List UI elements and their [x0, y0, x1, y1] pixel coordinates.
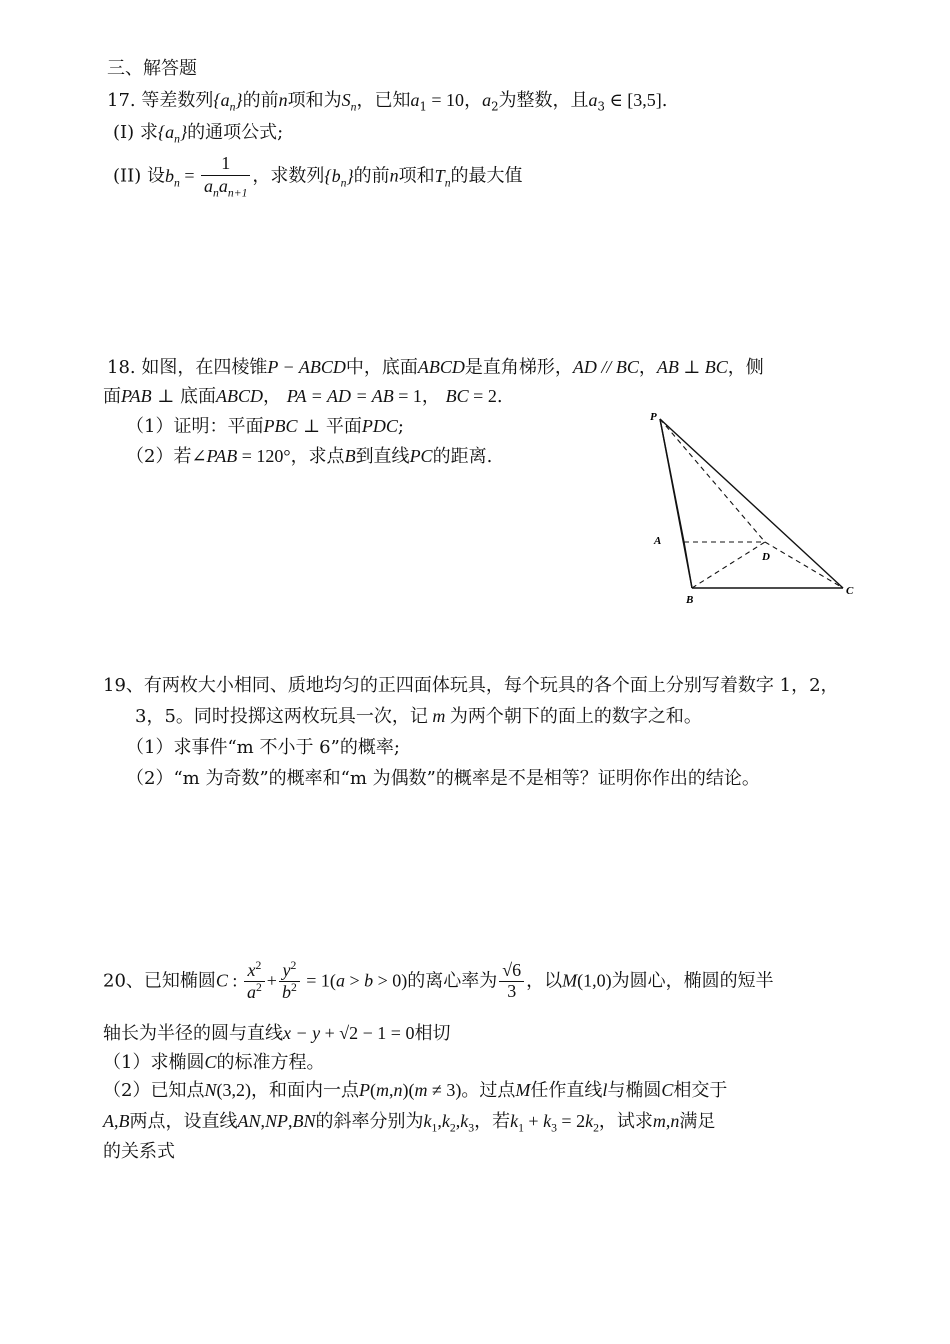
- q17-text: 的前: [353, 165, 390, 187]
- q20-text: 的斜率分别为: [315, 1111, 424, 1132]
- q19-text: 3，5。同时投掷这两枚玩具一次，记: [135, 706, 428, 727]
- q20-number: 20、: [103, 970, 144, 992]
- q17-text: 的最大值: [450, 165, 523, 187]
- label-C: C: [846, 585, 854, 597]
- q17-part1: (I) 求$\{a_n\}$的通项公式;: [113, 122, 284, 146]
- q18-text: 到直线: [355, 446, 410, 467]
- q20-text: （2）已知点: [103, 1080, 205, 1101]
- q17-text: 的通项公式;: [187, 122, 284, 143]
- part-label: (I): [113, 122, 135, 143]
- edge-DC: [765, 542, 843, 588]
- q20-line4: A,B两点，设直线AN,NP,BN的斜率分别为$k_1,k_2,k_3$，若$k_1 + k_3 = 2k_2$，试求m,n满足: [103, 1111, 716, 1135]
- q19-line1: 19、有两枚大小相同、质地均匀的正四面体玩具，每个玩具的各个面上分别写着数字 1，2，: [103, 675, 839, 696]
- q17-text: 为整数，且: [498, 90, 589, 111]
- q17-text: 的前: [242, 90, 279, 111]
- q18-text: 底面: [180, 386, 217, 407]
- q20-text: 相交于: [673, 1080, 728, 1101]
- q20-part2: （2）已知点N(3,2)，和面内一点P(m,n)(m ≠ 3)。过点M任作直线l与椭圆C相交于: [103, 1080, 728, 1101]
- q20-text: 。过点: [461, 1080, 516, 1101]
- label-P: P: [650, 411, 657, 423]
- label-D: D: [762, 551, 770, 563]
- q18-text: 平面: [325, 416, 362, 437]
- q20-part1: （1）求椭圆C的标准方程。: [103, 1052, 325, 1073]
- q20-text: （1）求椭圆: [103, 1052, 205, 1073]
- edge-AB: [684, 542, 692, 588]
- q17-text: 求: [139, 122, 158, 143]
- q18-text: 如图，在四棱锥: [141, 357, 268, 378]
- edge-BD: [692, 542, 765, 588]
- q18-text: 的距离.: [432, 446, 493, 467]
- q19-part1: （1）求事件“m 不小于 6”的概率;: [126, 737, 400, 758]
- q17-text: 等差数列: [141, 90, 214, 111]
- q18-text: ，求点: [290, 446, 345, 467]
- q20-text: 与椭圆: [607, 1080, 662, 1101]
- q18-line2: 面PAB ⊥ 底面ABCD， PA = AD = AB = 1， BC = 2.: [103, 386, 503, 407]
- q18-number: 18.: [107, 357, 136, 378]
- fraction-x: $\frac{x^2}{a^2}$: [244, 960, 265, 1003]
- q20-line2: 轴长为半径的圆与直线x − y + √2 − 1 = 0相切: [103, 1023, 451, 1044]
- q17-line1: 17. 等差数列$\{a_n\}$的前n项和为$S_n$，已知$a_1 = 10$，$a_2$为整数，且$a_3$ ∈ [3,5].: [107, 90, 668, 114]
- q19-part2: （2）“m 为奇数”的概率和“m 为偶数”的概率是不是相等？证明你作出的结论。: [126, 768, 760, 789]
- q20-text: 相切: [414, 1023, 451, 1044]
- q17-text: ，已知: [356, 90, 411, 111]
- part-label: (II): [113, 165, 142, 187]
- q20-text: 满足: [679, 1111, 716, 1132]
- q20-text: 两点，设直线: [129, 1111, 238, 1132]
- pyramid-figure: [640, 405, 870, 605]
- label-B: B: [686, 594, 694, 605]
- q18-part2: （2）若∠PAB = 120°，求点B到直线PC的距离.: [126, 446, 493, 467]
- q20-text: ，和面内一点: [250, 1080, 359, 1101]
- q20-line5: 的关系式: [103, 1141, 175, 1162]
- q19-text: 为两个朝下的面上的数字之和。: [449, 706, 702, 727]
- q18-text: 是直角梯形，: [464, 357, 573, 378]
- q17-text: 设: [147, 165, 165, 187]
- q18-text: （2）若: [126, 446, 192, 467]
- section-title: 三、解答题: [107, 58, 197, 79]
- q20-text: ，以: [526, 970, 563, 992]
- q20-line1: 20、已知椭圆C : $\frac{x^2}{a^2}$ + $\frac{y^2}{b^2}$ = 1(a > b > 0)的离心率为 $\frac{√6}{3}$ ，以M(1,0)为圆心，椭圆的短半: [103, 959, 774, 1002]
- q20-text: ，试求: [598, 1111, 653, 1132]
- q18-part1: （1）证明：平面PBC ⊥ 平面PDC;: [126, 416, 404, 437]
- q20-text: 的标准方程。: [216, 1052, 325, 1073]
- q20-text: 为圆心，椭圆的短半: [611, 970, 774, 992]
- fraction: $\frac{1}{a_na_{n+1}}$: [201, 153, 250, 200]
- q18-text: 面: [103, 386, 121, 407]
- q20-text: 已知椭圆: [143, 970, 216, 992]
- edge-PD: [660, 419, 765, 542]
- q20-text: 任作直线: [530, 1080, 603, 1101]
- q18-text: 中，底面: [345, 357, 418, 378]
- q17-text: 项和为: [287, 90, 342, 111]
- q17-number: 17.: [107, 90, 136, 111]
- q18-line1: 18. 如图，在四棱锥P − ABCD中，底面ABCD是直角梯形，AD // BC，AB ⊥ BC，侧: [107, 357, 764, 378]
- q20-text: ，若: [474, 1111, 511, 1132]
- q19-line2: 3，5。同时投掷这两枚玩具一次，记 m 为两个朝下的面上的数字之和。: [135, 706, 702, 727]
- q18-text: ，侧: [727, 357, 764, 378]
- fraction-y: $\frac{y^2}{b^2}$: [279, 960, 300, 1003]
- label-A: A: [654, 535, 662, 547]
- q17-part2: (II) 设$b_n$ = $\frac{1}{a_na_{n+1}}$ ，求数列$\{b_n\}$的前n项和$T_n$的最大值: [113, 153, 523, 200]
- fraction-ecc: $\frac{√6}{3}$: [499, 961, 524, 1002]
- q20-text: 的离心率为: [407, 970, 498, 992]
- q18-text: （1）证明：平面: [126, 416, 264, 437]
- q17-text: 项和: [398, 165, 435, 187]
- q17-text: ，求数列: [252, 165, 325, 187]
- q20-text: 轴长为半径的圆与直线: [103, 1023, 283, 1044]
